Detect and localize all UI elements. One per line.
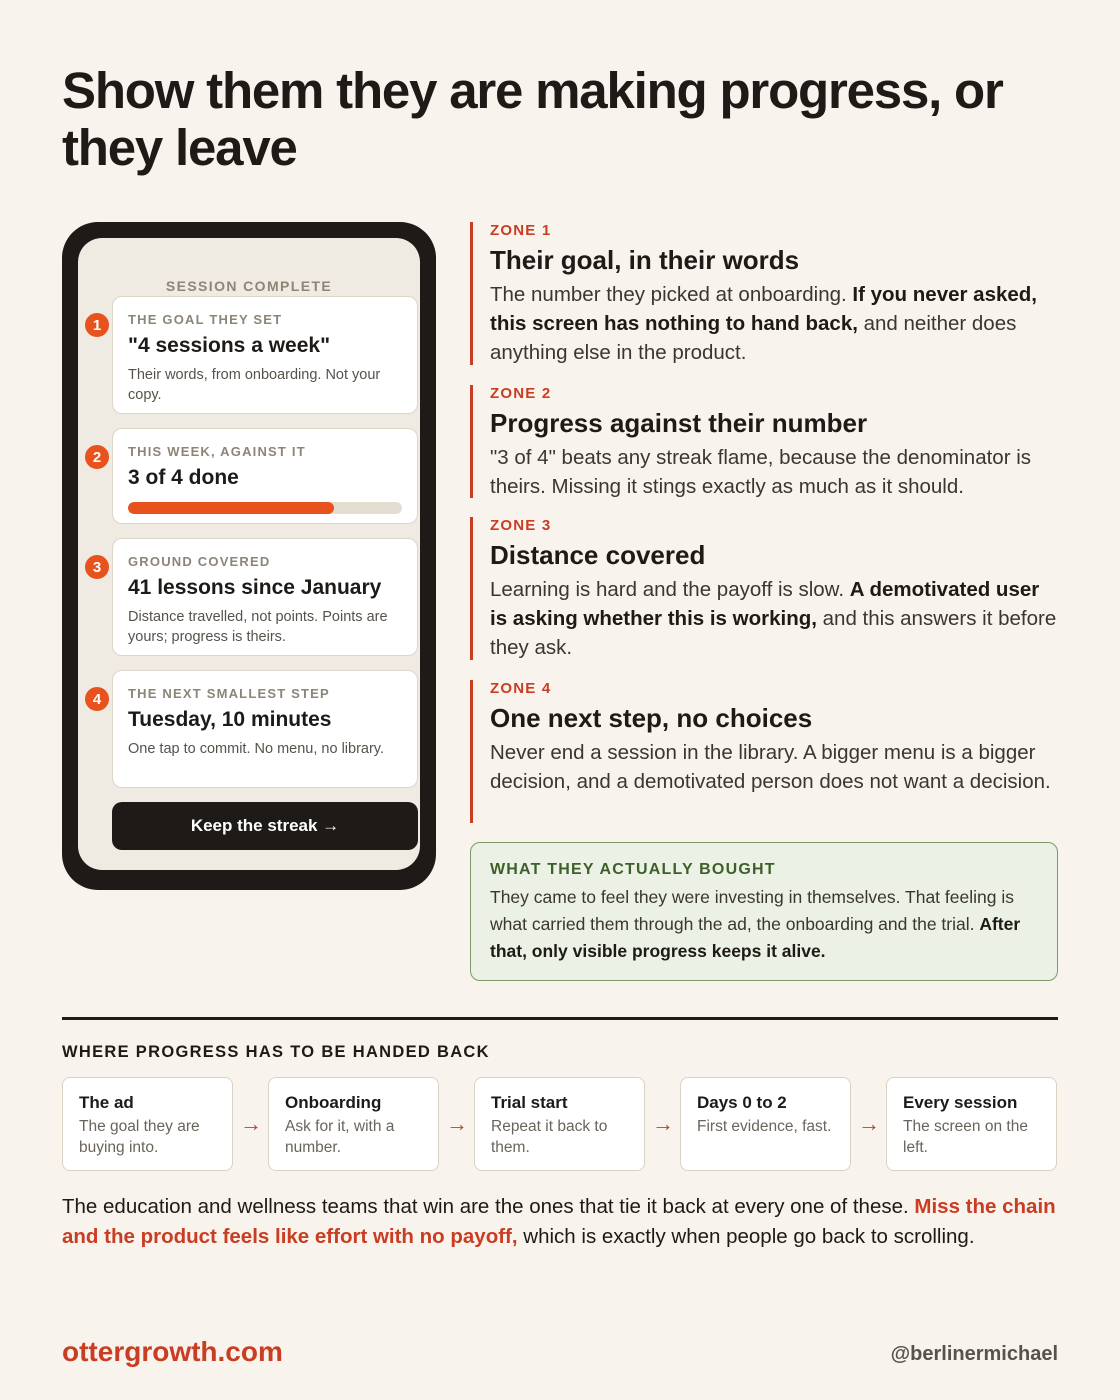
step-desc: The goal they are buying into. [79, 1118, 200, 1156]
zone-1 [470, 222, 1060, 365]
zone-badge-2: 2 [83, 443, 111, 471]
chain-step-every-session [886, 1077, 1057, 1171]
card-value: 41 lessons since January [128, 576, 382, 599]
page-title: Show them they are making progress, or they leave [62, 62, 1003, 176]
card-note: Their words, from onboarding. Not your copy. [128, 367, 381, 403]
card-value: 3 of 4 done [128, 466, 239, 489]
brand-link[interactable]: ottergrowth.com [62, 1336, 283, 1367]
section-divider [62, 1017, 1058, 1020]
callout-body: They came to feel they were investing in themselves. That feeling is what carried them through the ad, the onboarding and the trial. After that, only visible progress keeps it alive. [490, 887, 1021, 961]
zone-body: Never end a session in the library. A bigger menu is a bigger decision, and a demotivated person does not want a decision. [490, 741, 1051, 793]
zone-2 [470, 385, 1060, 498]
phone-screen [78, 238, 420, 870]
chain-step-onboarding [268, 1077, 439, 1171]
zone-body: Learning is hard and the payoff is slow. A demotivated user is asking whether this is working, and this answers it before they ask. [490, 578, 1057, 659]
progress-bar [128, 502, 402, 514]
author-handle[interactable]: @berlinermichael [890, 1343, 1058, 1365]
chain-step-trial-start [474, 1077, 645, 1171]
arrow-right-icon: → [446, 1111, 468, 1136]
zone-title: Distance covered [490, 540, 706, 570]
goal-card [92, 296, 418, 414]
card-value: Tuesday, 10 minutes [128, 708, 332, 731]
phone-mockup [62, 222, 436, 890]
step-title: The ad [79, 1093, 134, 1112]
zone-badge-4: 4 [83, 685, 111, 713]
zone-body: "3 of 4" beats any streak flame, because the denominator is theirs. Missing it stings exactly as much as it should. [490, 446, 1032, 498]
step-title: Every session [903, 1093, 1018, 1112]
next-step-card [92, 670, 418, 788]
chain-step-ad [62, 1077, 233, 1171]
card-label: THE GOAL THEY SET [128, 312, 283, 327]
step-desc: Ask for it, with a number. [285, 1118, 395, 1156]
arrow-right-icon: → [858, 1111, 880, 1136]
closing-paragraph: The education and wellness teams that win are the ones that tie it back at every one of these. Miss the chain and the product feels like effort with no payoff, which is exactly when people go back to scrolling. [62, 1195, 1056, 1248]
card-label: THIS WEEK, AGAINST IT [128, 444, 306, 459]
step-desc: Repeat it back to them. [491, 1118, 608, 1156]
progress-bar-fill [128, 502, 334, 514]
what-they-bought-callout [470, 842, 1058, 981]
step-desc: The screen on the left. [903, 1118, 1028, 1156]
zone-kicker: ZONE 1 [490, 222, 552, 239]
card-note: Distance travelled, not points. Points are yours; progress is theirs. [128, 609, 388, 645]
zone-kicker: ZONE 3 [490, 517, 552, 534]
callout-label: WHAT THEY ACTUALLY BOUGHT [490, 861, 776, 878]
chain-step-days-0-2 [680, 1077, 851, 1171]
card-note: One tap to commit. No menu, no library. [128, 741, 385, 757]
zone-kicker: ZONE 2 [490, 385, 552, 402]
step-desc: First evidence, fast. [697, 1118, 832, 1135]
zone-badge-1: 1 [83, 311, 111, 339]
progress-card [92, 428, 418, 524]
zone-kicker: ZONE 4 [490, 680, 552, 697]
step-title: Onboarding [285, 1093, 382, 1112]
step-title: Trial start [491, 1093, 568, 1112]
zone-4 [470, 680, 1060, 823]
arrow-right-icon: → [240, 1111, 262, 1136]
zone-body: The number they picked at onboarding. If you never asked, this screen has nothing to hand back, and neither does anything else in the product. [490, 283, 1037, 364]
zone-title: One next step, no choices [490, 703, 813, 733]
zone-3 [470, 517, 1060, 660]
zone-title: Progress against their number [490, 408, 868, 438]
chain-heading: WHERE PROGRESS HAS TO BE HANDED BACK [62, 1043, 490, 1061]
card-label: GROUND COVERED [128, 554, 271, 569]
ground-covered-card [92, 538, 418, 656]
step-title: Days 0 to 2 [697, 1093, 787, 1112]
card-label: THE NEXT SMALLEST STEP [128, 686, 330, 701]
zone-badge-3: 3 [83, 553, 111, 581]
arrow-right-icon: → [652, 1111, 674, 1136]
zone-title: Their goal, in their words [490, 245, 800, 275]
keep-streak-button[interactable]: Keep the streak → [112, 802, 418, 850]
session-complete-header: SESSION COMPLETE [165, 278, 333, 294]
card-value: "4 sessions a week" [128, 334, 331, 357]
